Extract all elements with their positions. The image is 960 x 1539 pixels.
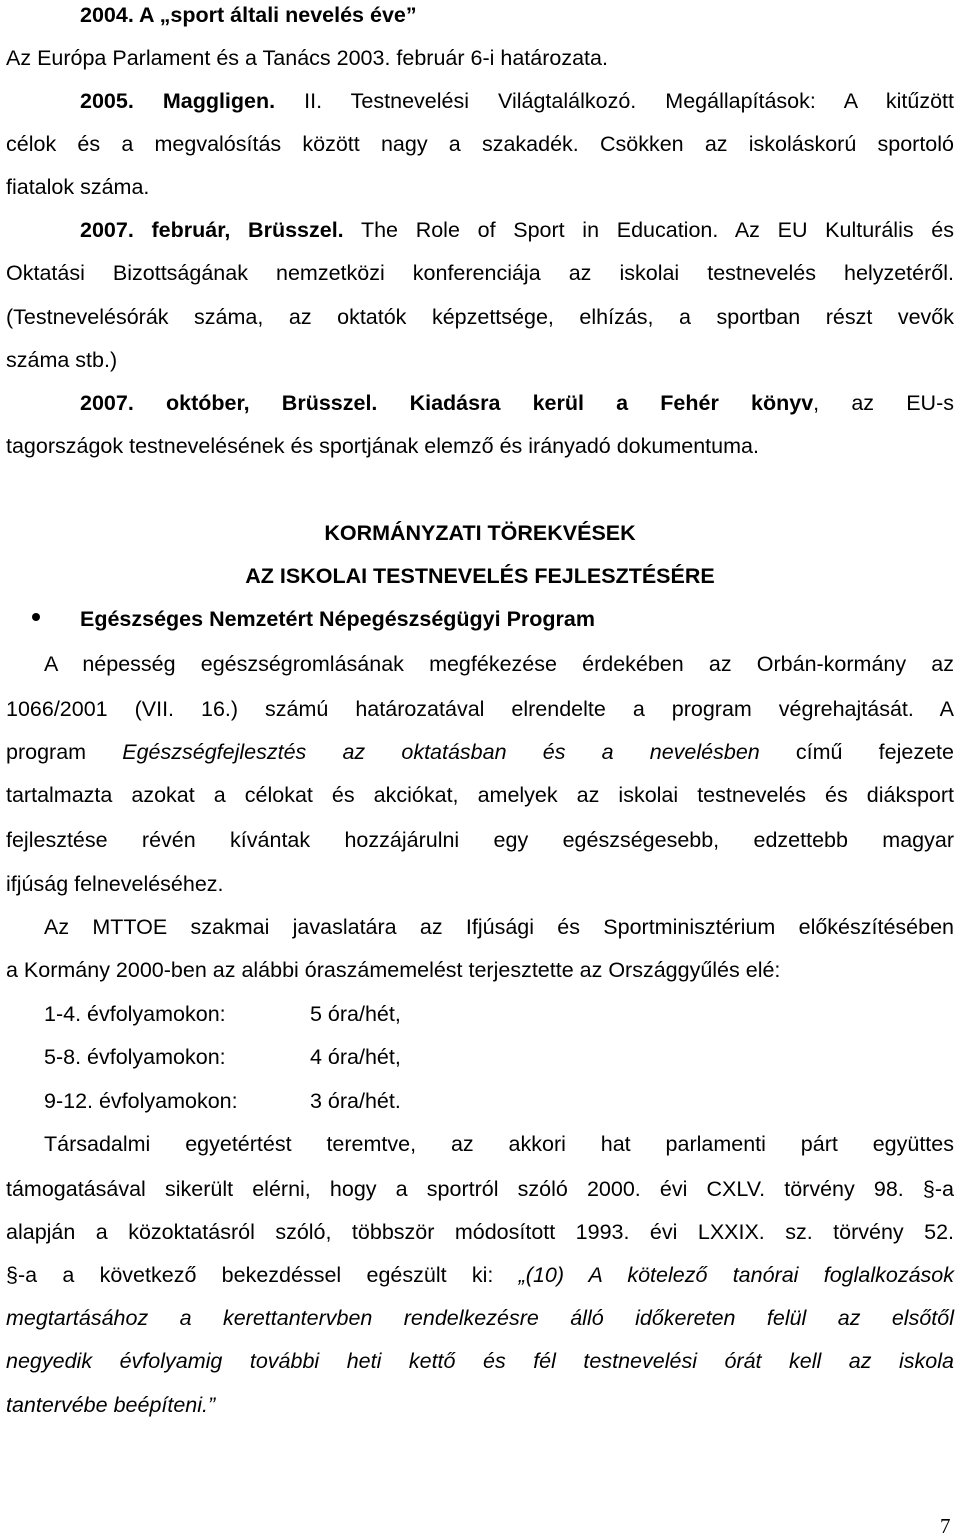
line-text: §-a a következő bekezdéssel egészült ki: [6, 1263, 519, 1287]
paragraph-line: fiatalok száma. [6, 175, 150, 199]
line-text: The Role of Sport in Education. Az EU Kulturális és [343, 218, 954, 242]
bold-date: 2007. február, Brüsszel. [80, 218, 344, 242]
grade-label: 5-8. évfolyamokon: [44, 1045, 226, 1069]
paragraph-line: célok és a megvalósítás között nagy a szakadék. Csökken az iskoláskorú sportoló [6, 132, 954, 156]
heading-2004: 2004. A „sport általi nevelés éve” [80, 3, 417, 27]
italic-title: Egészségfejlesztés az oktatásban és a nevelésben [122, 740, 760, 764]
paragraph-line: tagországok testnevelésének és sportjának elemző és irányadó dokumentuma. [6, 434, 759, 458]
hours-value: 5 óra/hét, [310, 1002, 401, 1026]
hours-value: 3 óra/hét. [310, 1089, 401, 1113]
page-number: 7 [940, 1514, 951, 1538]
paragraph-line: negyedik évfolyamig további heti kettő és fél testnevelési órát kell az iskola [6, 1349, 954, 1373]
paragraph-line [80, 88, 954, 114]
paragraph-line: tartalmazta azokat a célokat és akciókat, amelyek az iskolai testnevelés és diáksport [6, 783, 954, 807]
paragraph-line: ifjúság felneveléséhez. [6, 872, 224, 896]
schedule-row [44, 1088, 401, 1114]
paragraph-line [80, 390, 954, 416]
paragraph-line: (Testnevelésórák száma, az oktatók képzettsége, elhízás, a sportban részt vevők [6, 305, 954, 329]
section-title: KORMÁNYZATI TÖREKVÉSEK [324, 521, 636, 545]
paragraph-line: 1066/2001 (VII. 16.) számú határozatával elrendelte a program végrehajtását. A [6, 697, 954, 721]
paragraph-line: a Kormány 2000-ben az alábbi óraszámemelést terjesztette az Országgyűlés elé: [6, 958, 781, 982]
paragraph-line [6, 1262, 954, 1288]
grade-label: 9-12. évfolyamokon: [44, 1089, 238, 1113]
line-text: című fejezete [759, 740, 954, 764]
paragraph-line: száma stb.) [6, 348, 118, 372]
paragraph-line: Az MTTOE szakmai javaslatára az Ifjúsági és Sportminisztérium előkészítésében [44, 915, 954, 939]
paragraph-line: alapján a közoktatásról szóló, többször módosított 1993. évi LXXIX. sz. törvény 52. [6, 1220, 954, 1244]
line-text: program [6, 740, 123, 764]
paragraph-line [6, 739, 954, 765]
paragraph-line: tantervébe beépíteni.” [6, 1393, 216, 1417]
paragraph-line: Társadalmi egyetértést teremtve, az akkori hat parlamenti párt együttes [44, 1132, 954, 1156]
hours-value: 4 óra/hét, [310, 1045, 401, 1069]
paragraph-line: megtartásához a kerettantervben rendelkezésre álló időkereten felül az elsőtől [6, 1306, 954, 1330]
line-text: II. Testnevelési Világtalálkozó. Megállapítások: A kitűzött [275, 89, 954, 113]
bold-date: 2007. október, Brüsszel. Kiadásra kerül a Fehér könyv [80, 391, 814, 415]
paragraph-line: támogatásával sikerült elérni, hogy a sportról szóló 2000. évi CXLV. törvény 98. §-a [6, 1177, 954, 1201]
paragraph-line: Oktatási Bizottságának nemzetközi konferenciája az iskolai testnevelés helyzetéről. [6, 261, 954, 285]
grade-label: 1-4. évfolyamokon: [44, 1002, 226, 1026]
paragraph-line: Az Európa Parlament és a Tanács 2003. február 6-i határozata. [6, 46, 608, 70]
paragraph-line [80, 217, 954, 243]
bold-date: 2005. Maggligen. [80, 89, 276, 113]
bullet-icon [32, 613, 40, 621]
italic-quote: „(10) A kötelező tanórai foglalkozások [518, 1263, 954, 1287]
paragraph-line: fejlesztése révén kívántak hozzájárulni egy egészségesebb, edzettebb magyar [6, 828, 954, 852]
paragraph-line: A népesség egészségromlásának megfékezése érdekében az Orbán-kormány az [44, 652, 954, 676]
schedule-row [44, 1044, 401, 1070]
schedule-row [44, 1001, 401, 1027]
bullet-item: Egészséges Nemzetért Népegészségügyi Program [80, 607, 596, 631]
line-text: , az EU-s [813, 391, 954, 415]
section-subtitle: AZ ISKOLAI TESTNEVELÉS FEJLESZTÉSÉRE [245, 564, 715, 588]
